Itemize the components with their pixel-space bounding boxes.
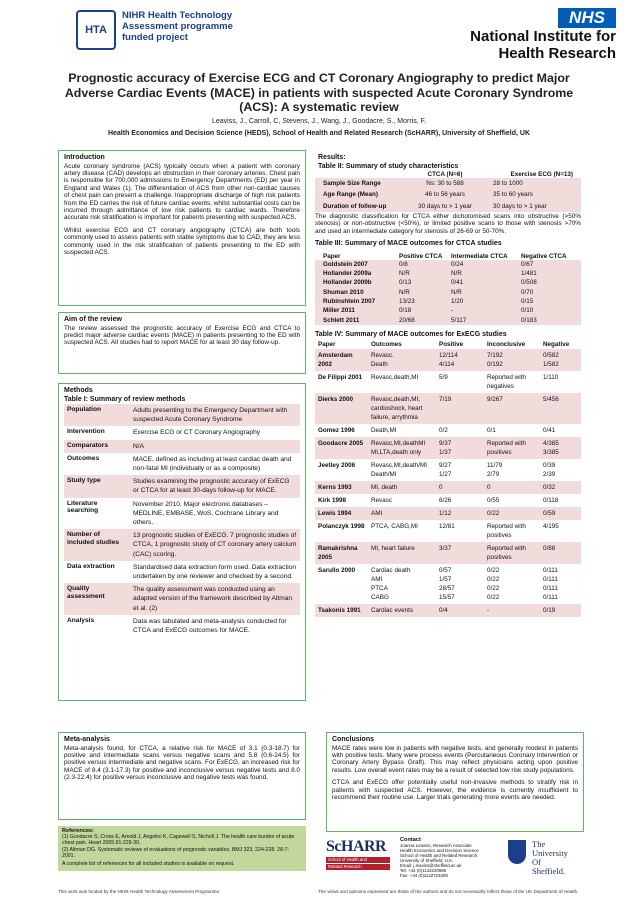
table4-header (315, 341, 581, 348)
table3-header-cell: Paper (323, 252, 341, 260)
table4-header-cell: Positive (439, 341, 464, 349)
table4-row (315, 542, 581, 564)
methods-value: 13 prognostic studies of ExECG. 7 prognostic studies of CTCA, 1 prognostic study of CT coronary artery calcium (CAC) scoring. (133, 532, 297, 558)
results-section (312, 150, 584, 718)
table3-cell: 0/18 (399, 307, 412, 315)
methods-key: Quality assessment (67, 585, 105, 601)
methods-heading: Methods (64, 387, 93, 394)
table3-cell: 0/15 (521, 297, 534, 305)
methods-value: Data was tabulated and meta-analysis conducted for CTCA and ExECG outcomes for MACE. (133, 617, 287, 635)
table4-cell: Tsakonis 1991 (318, 606, 361, 614)
table2-title: Table II: Summary of study characteristics (318, 162, 459, 170)
table4-cell: Gomez 1996 (318, 426, 355, 434)
table4-cell: 0/22 (487, 509, 500, 517)
table3-cell: 5/117 (451, 316, 467, 324)
methods-row (64, 583, 300, 615)
university-line: University (532, 848, 568, 858)
table4-cell: 0/57 1/57 28/57 15/57 (439, 566, 455, 601)
table4-row (315, 520, 581, 542)
table4-cell: 1/12 (439, 509, 452, 517)
table4-cell: 0/582 1/582 (543, 351, 559, 368)
methods-key: Number of included studies (67, 531, 120, 547)
methods-key: Outcomes (67, 454, 100, 462)
methods-value: The quality assessment was conducted using an adapted version of the framework described by Altman et al. (2) (133, 586, 293, 612)
methods-row (64, 561, 300, 583)
methods-section (58, 383, 306, 701)
contact-tel: Tel: +44 (0)1142220686 (400, 868, 447, 873)
university-logo (508, 838, 588, 878)
scharr-line: School of Health and (326, 857, 390, 863)
methods-key: Literature searching (67, 499, 99, 515)
hta-line: Assessment programme (122, 21, 233, 32)
table4-row (315, 494, 581, 507)
methods-key: Data extraction (67, 562, 115, 570)
table3-row (315, 278, 581, 287)
table3-cell: Hollander 2009b (323, 279, 372, 287)
table3-header-cell: Negative CTCA (521, 252, 567, 260)
university-line: Of (532, 857, 541, 867)
table4-cell: 0/41 (543, 426, 556, 434)
table4-cell: 0/55 (487, 496, 500, 504)
table4-cell: 5/9 (439, 373, 448, 381)
table4-row (315, 507, 581, 520)
table4-row (315, 371, 581, 393)
reference-item: (2) Altman DG. Systematic reviews of evaluations of prognostic variables. BMJ 323, 224-228. 28-7-2001. (62, 846, 290, 859)
university-line: The (532, 839, 546, 849)
table2-cell: Age Range (Mean) (323, 191, 378, 199)
table4-cell: MI, heart failure (371, 544, 415, 552)
nhs-logo: NHS (558, 8, 616, 28)
table4-cell: Lewis 1994 (318, 509, 352, 517)
references-section (58, 826, 306, 871)
contact-line: University of Sheffield, U.K. (400, 858, 454, 863)
hta-programme-text (122, 10, 233, 43)
table4-cell: 9/267 (487, 395, 503, 403)
table4-cell: Sarullo 2000 (318, 566, 356, 574)
table3-cell: 1/481 (521, 270, 537, 278)
table3-header-cell: Intermediate CTCA (451, 252, 508, 260)
table4-cell: 0/19 (543, 606, 556, 614)
table3-row (315, 260, 581, 269)
nihr-logo-text (440, 28, 616, 62)
table4-cell: 12/114 4/114 (439, 351, 458, 368)
table4-cell: Revasc,death,MI, cardioshock, heart failure, arrythmia (371, 395, 423, 421)
conclusions-section (326, 732, 584, 832)
table4-cell: Reported with positives (487, 544, 526, 561)
table4-cell: 11/79 2/79 (487, 461, 503, 478)
table4-cell: Reported with positives (487, 522, 526, 539)
table4-cell: PTCA, CABG,MI (371, 522, 418, 530)
scharr-logo (326, 838, 390, 878)
table4-cell: 6/26 (439, 496, 452, 504)
table4-header-cell: Outcomes (371, 341, 402, 349)
table4-cell: 0/118 (543, 496, 559, 504)
table3-cell: 0/508 (521, 279, 537, 287)
table4-cell: Amsterdam 2002 (318, 351, 353, 368)
table3-row (315, 306, 581, 315)
table2-note: The diagnostic classification for CTCA either dichotomised scans into obstructive (>50% stenosis) or non-obstructive (<50%), or limited positive scans to those with stenosis >70% and used an intermediate category for stenosis of 26-69 or 50-70%. (315, 212, 581, 235)
table2-cell: 35 to 60 years (493, 191, 533, 199)
methods-row (64, 426, 300, 439)
table2-header-cell: CTCA (N=6) (427, 171, 463, 178)
methods-key: Intervention (67, 428, 105, 436)
methods-value: MACE, defined as including at least cardiac death and non-fatal MI (individually or as a composite) (133, 455, 292, 473)
footer-funding: This work was funded by the NIHR Health Technology Assessment Programme. (58, 889, 221, 894)
table4-row (315, 481, 581, 494)
hta-line: funded project (122, 32, 188, 43)
table2-header-cell: Exercise ECG (N=13) (510, 171, 573, 178)
table4-cell: Cardiac death AMI PTCA CABG (371, 566, 411, 601)
table4-cell: 0/111 0/111 0/111 0/111 (543, 566, 558, 601)
table3-row (315, 288, 581, 297)
contact-email[interactable]: Email: j.leaviss@sheffield.ac.uk (400, 863, 462, 868)
table4-cell: 0/59 (543, 509, 556, 517)
table3-cell: 0/24 (451, 260, 464, 268)
introduction-section (58, 150, 306, 306)
aim-heading: Aim of the review (64, 316, 122, 323)
methods-key: Comparators (67, 441, 109, 449)
methods-value: Studies examining the prognostic accuracy of ExECG or CTCA for at least 30-days follow-up for MACE. (133, 478, 290, 495)
table3-cell: N/R (399, 288, 410, 296)
table4-cell: Kirk 1998 (318, 496, 347, 504)
methods-row (64, 440, 300, 453)
methods-row (64, 475, 300, 497)
table2 (315, 171, 581, 212)
table4-row (315, 349, 581, 371)
table3-cell: Rubinshtein 2007 (323, 297, 376, 305)
table4-cell: Cardiac events (371, 606, 413, 614)
references-heading: References: (62, 828, 95, 834)
table4-cell: AMI (371, 509, 383, 517)
table3-cell: 0/183 (521, 316, 537, 324)
contact-section (400, 838, 510, 878)
table4-title: Table IV: Summary of MACE outcomes for ExECG studies (315, 330, 507, 338)
table2-cell: Duration of follow-up (323, 202, 387, 210)
methods-value: Standardised data extraction form used. Data extraction undertaken by one reviewer and checked by a second. (133, 563, 297, 581)
table4 (315, 341, 581, 616)
methods-value: N/A (133, 442, 144, 450)
table4-cell: Dierks 2000 (318, 395, 354, 403)
university-name (532, 840, 568, 876)
table4-cell: Polanczyk 1998 (318, 522, 365, 530)
reference-note: A complete list of references for all included studies is available on request. (62, 861, 235, 868)
table3-cell: 0/13 (399, 279, 412, 287)
table2-row (315, 178, 581, 189)
table4-cell: Death,MI (371, 426, 397, 434)
reference-item: (1) Goodacre S, Cross E, Arnold J, Angelini K, Capewell S, Nicholl J. The health care burden of acute chest pain. Heart 2005;91:229-30. (62, 834, 295, 847)
table4-cell: Revasc. Death (371, 351, 394, 368)
contact-line: Health Economics and Decision Science (400, 848, 479, 853)
table2-row (315, 201, 581, 212)
footer-disclaimer: The views and opinions expressed are those of the authors and do not necessarily reflect those of the UK Department of Health. (318, 889, 579, 894)
table3-cell: 0/8 (399, 260, 408, 268)
table3-row (315, 269, 581, 278)
authors: Leaviss, J., Carroll, C, Stevens, J., Wang, J., Goodacre, S., Morris, F. (211, 118, 427, 125)
table3-cell: N/R (451, 270, 462, 278)
nihr-line: Health Research (498, 45, 616, 62)
table4-header-cell: Inconclusive (487, 341, 526, 349)
table3-cell: Goldstein 2007 (323, 260, 368, 268)
table3-cell: 0/10 (521, 307, 534, 315)
table4-cell: Revasc (371, 496, 392, 504)
contact-line: School of Health and Related Research (400, 853, 478, 858)
table3-cell: Schlett 2011 (323, 316, 360, 324)
hta-logo-text: HTA (85, 24, 107, 36)
table4-cell: 9/27 1/27 (439, 461, 452, 478)
introduction-paragraph: Whilst exercise ECG and CT coronary angiography (CTCA) are both tools commonly used to assess patients with stable symptoms due to CAD, they are less commonly used in the risk stratification of patients presenting to the ED with suspected ACS. (64, 226, 300, 256)
university-line: Sheffield. (532, 866, 566, 876)
meta-analysis-heading: Meta-analysis (64, 736, 110, 743)
university-crest-icon (508, 840, 526, 864)
hta-line: NIHR Health Technology (122, 10, 233, 21)
table4-cell: 4/195 (543, 522, 559, 530)
table4-cell: Revasc,MI,death/MI Death/MI (371, 461, 427, 478)
introduction-paragraph: Acute coronary syndrome (ACS) typically occurs when a patient with coronary artery disease (CAD) develops an obstruction in their coronary arteries. Chest pain is responsible for 700,000 admissions to Emergency Departments (ED) per year in England and Wales (1). The differentiation of ACS from other non-cardiac causes of chest pain can present a challenge. Inappropriate discharge of high risk patients from the ED carries the risk of future cardiac events, whilst substantial costs can be incurred through admittance of low risk patients to cardiac wards. Therefore accurate risk stratification is important for patients presenting with suspected ACS. (64, 162, 300, 222)
table3-row (315, 316, 581, 325)
table4-row (315, 437, 581, 459)
table4-cell: - (487, 606, 490, 614)
table2-cell: Ns: 30 to 588 (426, 180, 464, 188)
hta-logo (76, 10, 116, 50)
introduction-heading: Introduction (64, 154, 105, 161)
table3-cell: 13/23 (399, 297, 415, 305)
table4-cell: 0/88 (543, 544, 556, 552)
table2-row (315, 189, 581, 200)
conclusions-heading: Conclusions (332, 736, 375, 743)
table4-cell: 7/19 (439, 395, 452, 403)
table4-row (315, 604, 581, 617)
scharr-name: ScHARR (326, 838, 387, 855)
scharr-line: Related Research (326, 864, 390, 870)
contact-heading: Contact (400, 837, 421, 843)
methods-row (64, 615, 300, 637)
table4-cell: Jeetley 2006 (318, 461, 356, 469)
table3-cell: Miller 2011 (323, 307, 355, 315)
methods-key: Population (67, 406, 102, 413)
meta-analysis-paragraph: Meta-analysis found, for CTCA, a relative risk for MACE of 3.1 (0.3-18.7) for positive and intermediate scans versus negative scans and 5.8 (0.6-24.5) for positive versus intermediate and negative scans. For ExECG, an increased risk for MACE of 8.4 (3.1-17.3) for positive and inconclusive versus negative tests and 8.0 (2.3-22.4) for positive versus inconclusive and negative tests was found. (64, 744, 300, 782)
table4-cell: 0/1 (487, 426, 496, 434)
methods-row (64, 453, 300, 475)
aim-section (58, 312, 306, 374)
nihr-line: National Institute for (470, 28, 616, 45)
table4-cell: 9/37 1/37 (439, 439, 452, 456)
table4-header-cell: Paper (318, 341, 336, 349)
table4-cell: MI, death (371, 483, 398, 491)
methods-row (64, 498, 300, 530)
table3-cell: 0/67 (521, 260, 534, 268)
table4-cell: Kerns 1993 (318, 483, 352, 491)
table3 (315, 253, 581, 325)
table4-cell: 0/22 0/22 0/22 0/22 (487, 566, 500, 601)
table4-cell: Goodacre 2005 (318, 439, 364, 447)
table4-cell: 4/385 3/385 (543, 439, 559, 456)
table3-row (315, 297, 581, 306)
methods-key: Analysis (67, 616, 95, 624)
table4-cell: 1/110 (543, 373, 559, 381)
aim-paragraph: The review assessed the prognostic accuracy of Exercise ECG and CTCA to predict major adverse cardiac events (MACE) in patients presenting to the ED with suspected ACS. All studies had to report MACE for at least 30 day follow-up. (64, 324, 300, 347)
table2-header (315, 171, 581, 178)
contact-line: Joanna Leaviss, Research Associate (400, 843, 472, 848)
methods-value: Adults presenting to the Emergency Department with suspected Acute Coronary Syndrome (133, 407, 288, 424)
table3-cell: N/R (399, 270, 410, 278)
table4-cell: 0 (487, 483, 491, 491)
table3-cell: 0/41 (451, 279, 464, 287)
table4-header-cell: Negative (543, 341, 570, 349)
table3-cell: N/R (451, 288, 462, 296)
table2-cell: Sample Size Range (323, 180, 381, 188)
table4-cell: 0/39 2/39 (543, 461, 556, 478)
table2-cell: 30 days to > 1 year (493, 202, 547, 210)
table4-cell: Revasc,MI,deathMI MI,LTA,death only (371, 439, 426, 456)
table4-row (315, 564, 581, 604)
table3-cell: - (451, 307, 454, 315)
table4-cell: 0 (439, 483, 443, 491)
table4-cell: Revasc,death,MI (371, 373, 419, 381)
table3-header-cell: Positive CTCA (399, 252, 443, 260)
contact-fax: Fax: +44 (0)1142724095 (400, 873, 448, 878)
table3-cell: 1/20 (451, 297, 464, 305)
methods-table (64, 404, 300, 637)
conclusions-paragraph: MACE rates were low in patients with negative tests, and generally modest in patients with positive tests. Many were process events (Percutaneous Coronary Intervention or Coronary Artery Bypass Graft). This may reflect physicians acting upon positive results. Low overall event rates may be a result of selected low risk study populations. (332, 744, 578, 774)
methods-row (64, 529, 300, 561)
table4-row (315, 459, 581, 481)
table4-cell: 0/4 (439, 606, 448, 614)
methods-value: November 2010. Major electronic databases – MEDLINE, EMBASE, WoS, Cochrane Library and others. (133, 500, 279, 527)
table3-cell: Shuman 2010 (323, 288, 364, 296)
affiliation: Health Economics and Decision Science (HEDS), School of Health and Related Research (ScHARR), University of Sheffield, UK (107, 130, 531, 137)
table2-cell: 28 to 1000 (493, 180, 523, 188)
table3-cell: 20/68 (399, 316, 415, 324)
table4-cell: 0/32 (543, 483, 556, 491)
table4-row (315, 424, 581, 437)
table3-header (315, 253, 581, 260)
table2-cell: 30 days to > 1 year (418, 202, 472, 210)
table2-header-cell (315, 171, 399, 178)
table4-cell: Reported with positives (487, 439, 526, 456)
table4-cell: Reported with negatives (487, 373, 526, 390)
table2-cell: 46 to 56 years (425, 191, 465, 199)
methods-value: Exercise ECG or CT Coronary Angiography (133, 429, 261, 437)
meta-analysis-section (58, 732, 306, 820)
table3-cell: Hollander 2009a (323, 270, 372, 278)
table3-cell: 0/70 (521, 288, 534, 296)
table4-cell: De Filippi 2001 (318, 373, 363, 381)
table3-title: Table III: Summary of MACE outcomes for CTCA studies (315, 240, 502, 248)
table4-cell: 5/456 (543, 395, 559, 403)
poster-title: Prognostic accuracy of Exercise ECG and CT Coronary Angiography to predict Major Adverse Cardiac Events (MACE) in patients with suspected Acute Coronary Syndrome (ACS): A systematic review (64, 71, 574, 114)
table4-cell: Ramakrishna 2005 (318, 544, 358, 561)
table4-cell: 7/192 0/192 (487, 351, 503, 368)
methods-key: Study type (67, 477, 101, 485)
methods-row (64, 404, 300, 426)
table4-cell: 12/81 (439, 522, 455, 530)
table4-row (315, 393, 581, 424)
results-heading: Results: (318, 154, 346, 161)
table4-cell: 3/37 (439, 544, 452, 552)
conclusions-paragraph: CTCA and ExECG offer potentially useful non-invasive methods to stratify risk in patients with suspected ACS. However, the evidence is currently insufficient to recommend their routine use. Larger trials generating more events are needed. (332, 779, 578, 801)
table4-cell: 0/2 (439, 426, 448, 434)
methods-table-title: Table I: Summary of review methods (64, 395, 186, 403)
